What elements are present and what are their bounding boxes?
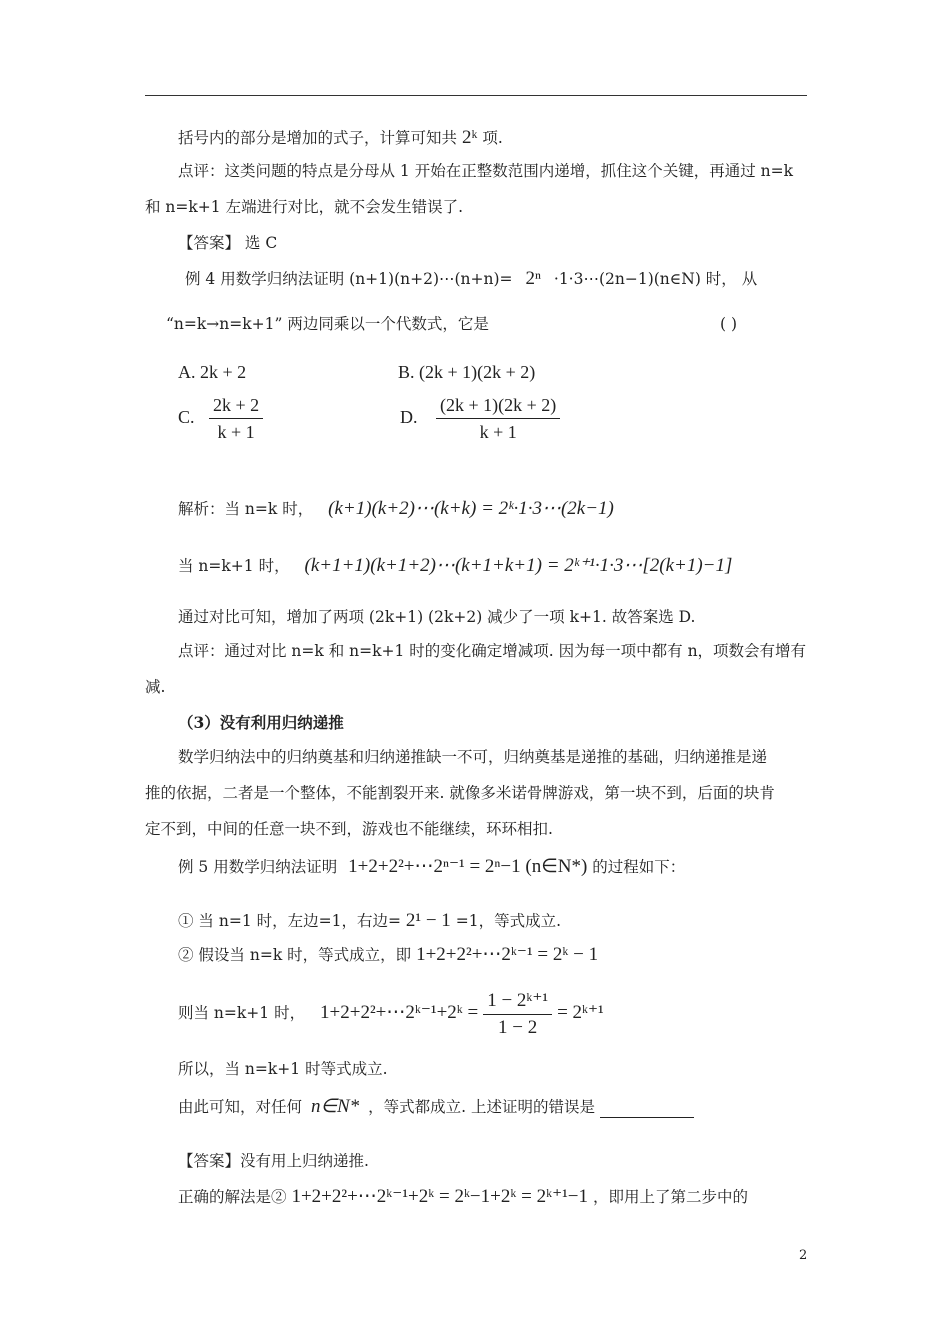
page-number: 2 [799,1248,808,1263]
paragraph-2: 推的依据，二者是一个整体，不能割裂开来. 就像多米诺骨牌游戏，第一块不到，后面的块肯 [145,784,775,802]
numerator: (2k + 1)(2k + 2) [436,392,560,419]
step-1 [178,910,561,932]
text: 的过程如下： [592,858,686,876]
answer-paren: ( ) [720,315,738,333]
text: =1，等式成立. [455,912,562,930]
numerator: 2k + 2 [209,392,263,419]
example-4-line2: “n=k→n=k+1” 两边同乘以一个代数式，它是 [166,315,489,333]
step-3 [178,986,604,1041]
formula: (k+1)(k+2)⋯(k+k) = 2ᵏ·1·3⋯(2k−1) [328,498,614,519]
formula: = 2ᵏ⁺¹ [557,1002,604,1023]
formula: 2¹ − 1 [405,910,451,931]
step-2 [178,944,598,966]
analysis-3: 通过对比可知，增加了两项 (2k+1) (2k+2) 减少了一项 k+1. 故答案选 D. [178,608,696,626]
answer-1: 【答案】 选 C [178,234,278,252]
line-1 [178,127,503,149]
paragraph-1: 数学归纳法中的归纳奠基和归纳递推缺一不可，归纳奠基是递推的基础，归纳递推是递 [178,748,768,766]
denominator: k + 1 [217,422,255,443]
text: 例 5 用数学归纳法证明 [178,858,338,876]
answer-blank [600,1101,694,1118]
formula: 2ⁿ [525,268,541,289]
text: 解析：当 n=k 时， [178,500,314,518]
text: 例 4 用数学归纳法证明 (n+1)(n+2)⋯(n+n)= [185,270,513,288]
step-5 [178,1096,694,1118]
example-4 [185,268,757,290]
text: ② 假设当 n=k 时，等式成立，即 [178,946,412,964]
formula: 1+2+2²+⋯2ᵏ⁻¹ = 2ᵏ − 1 [416,944,599,965]
line-2: 点评：这类问题的特点是分母从 1 开始在正整数范围内递增，抓住这个关键，再通过 n=k [178,162,794,180]
label: D. [400,407,418,427]
text: ·1·3⋯(2n−1)(n∈N) 时， 从 [553,270,758,288]
label: C. [178,407,195,427]
answer-2: 【答案】没有用上归纳递推. [178,1152,369,1170]
option-c [178,390,263,445]
fraction [436,392,560,445]
comment-2b: 减. [145,678,166,696]
formula: (k+1+1)(k+1+2)⋯(k+1+k+1) = 2ᵏ⁺¹·1·3⋯[2(k+1)−1] [304,555,733,576]
formula: n∈N* [310,1096,360,1117]
formula: 2ᵏ [461,127,478,148]
text: ，即用上了第二步中的 [592,1188,748,1206]
comment-2a: 点评：通过对比 n=k 和 n=k+1 时的变化确定增减项. 因为每一项中都有 n，项数会有增有 [178,642,807,660]
text: ，等式都成立. 上述证明的错误是 [368,1098,595,1116]
line-3: 和 n=k+1 左端进行对比，就不会发生错误了. [145,198,463,216]
formula: 1+2+2²+⋯2ᵏ⁻¹+2ᵏ = 2ᵏ−1+2ᵏ = 2ᵏ⁺¹−1 [291,1186,589,1207]
step-4: 所以，当 n=k+1 时等式成立. [178,1060,388,1078]
fraction [483,988,552,1041]
text: 正确的解法是② [178,1188,287,1206]
text: 则当 n=k+1 时， [178,1004,306,1022]
analysis-1 [178,498,614,520]
text: 括号内的部分是增加的式子，计算可知共 [178,129,458,147]
option-a: A. 2k + 2 [178,362,247,382]
analysis-2 [178,555,732,577]
paragraph-3: 定不到，中间的任意一块不到，游戏也不能继续，环环相扣. [145,820,553,838]
text: 项. [482,129,503,147]
formula: 1+2+2²+⋯2ⁿ⁻¹ = 2ⁿ−1 (n∈N*) [348,856,588,877]
section-3-heading: （3）没有利用归纳递推 [178,713,344,732]
example-5 [178,856,685,878]
option-d [400,390,560,445]
text: ① 当 n=1 时，左边=1，右边= [178,912,401,930]
last-line [178,1186,748,1208]
denominator: 1 − 2 [498,1016,538,1038]
text: 当 n=k+1 时， [178,557,290,575]
text: 由此可知，对任何 [178,1098,303,1116]
numerator: 1 − 2ᵏ⁺¹ [483,988,552,1015]
denominator: k + 1 [479,422,517,443]
option-b: B. (2k + 1)(2k + 2) [398,362,536,382]
fraction [209,392,263,445]
formula: 1+2+2²+⋯2ᵏ⁻¹+2ᵏ = [320,1002,479,1023]
header-rule [145,95,807,96]
